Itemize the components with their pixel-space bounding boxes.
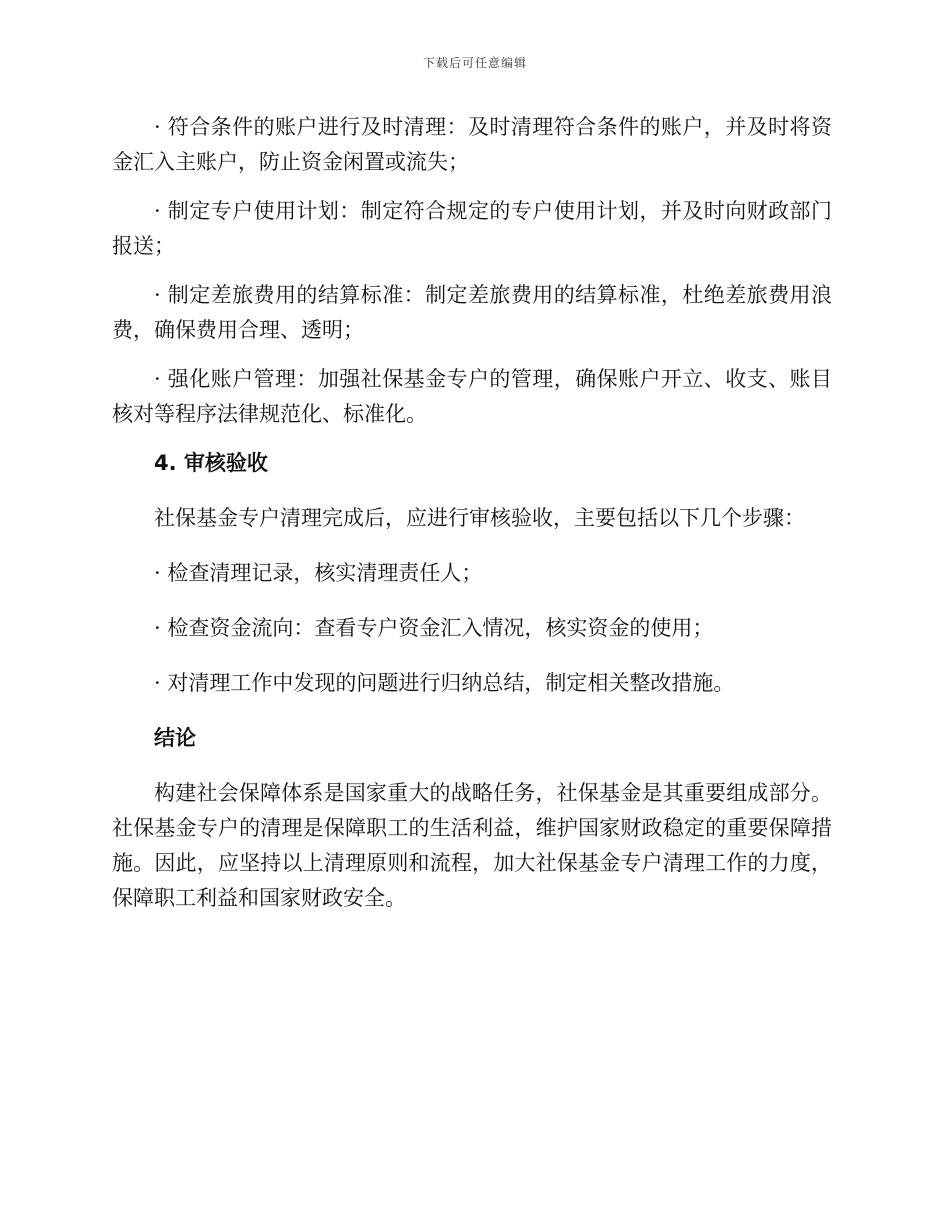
section-intro: 社保基金专户清理完成后，应进行审核验收，主要包括以下几个步骤： bbox=[154, 506, 805, 530]
bullet-paragraph: · 制定专户使用计划：制定符合规定的专户使用计划，并及时向财政部门报送； bbox=[112, 199, 832, 258]
section-heading: 4. 审核验收 bbox=[154, 451, 268, 475]
bullet-paragraph: · 强化账户管理：加强社保基金专户的管理，确保账户开立、收支、账目核对等程序法律规范化、标准化。 bbox=[112, 367, 832, 426]
bullet-paragraph: · 检查清理记录，核实清理责任人； bbox=[154, 561, 483, 585]
conclusion-paragraph: 构建社会保障体系是国家重大的战略任务，社保基金是其重要组成部分。社保基金专户的清理是保障职工的生活利益，维护国家财政稳定的重要保障措施。因此，应坚持以上清理原则和流程，加大社保基金专户清理工作的力度，保障职工利益和国家财政安全。 bbox=[112, 781, 832, 910]
document-body bbox=[112, 110, 832, 930]
bullet-paragraph: · 对清理工作中发现的问题进行归纳总结，制定相关整改措施。 bbox=[154, 671, 735, 695]
conclusion-heading: 结论 bbox=[154, 726, 196, 750]
header-note: 下载后可任意编辑 bbox=[422, 56, 527, 70]
bullet-paragraph: · 检查资金流向：查看专户资金汇入情况，核实资金的使用； bbox=[154, 616, 714, 640]
bullet-paragraph: · 符合条件的账户进行及时清理：及时清理符合条件的账户，并及时将资金汇入主账户，防止资金闲置或流失； bbox=[112, 115, 832, 174]
bullet-paragraph: · 制定差旅费用的结算标准：制定差旅费用的结算标准，杜绝差旅费用浪费，确保费用合理、透明； bbox=[112, 283, 832, 342]
